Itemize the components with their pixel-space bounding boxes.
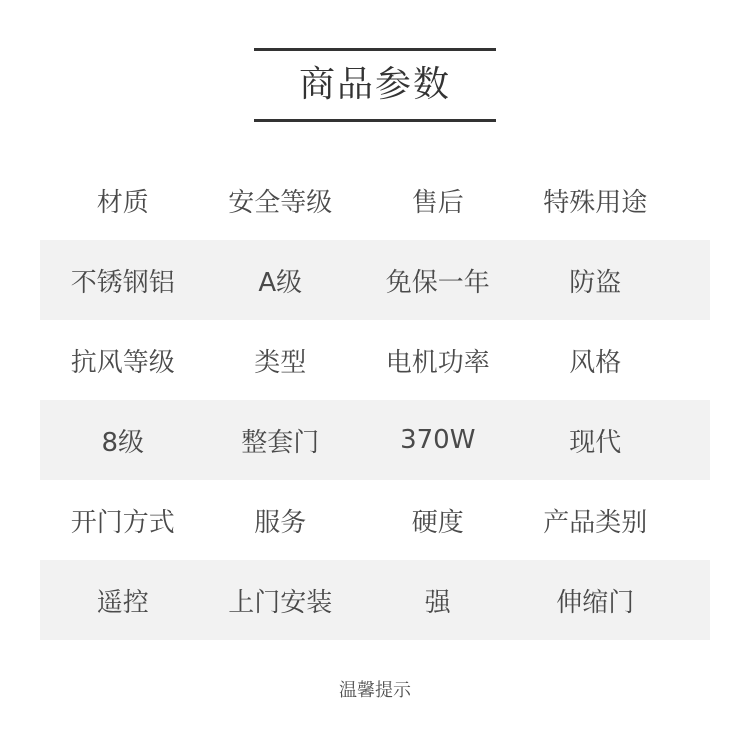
title-bottom-rule	[254, 119, 496, 122]
param-label-cell: 硬度	[411, 507, 464, 538]
param-value-cell: 8级	[101, 427, 145, 458]
param-value-cell: 不锈钢铝	[70, 267, 175, 298]
param-value-cell: 强	[424, 587, 451, 618]
param-value-cell: 伸缩门	[556, 587, 635, 618]
param-label-cell: 安全等级	[228, 187, 333, 218]
table-row-labels-3	[40, 480, 710, 560]
param-value-cell: 上门安装	[228, 587, 333, 618]
param-label-cell: 特殊用途	[543, 187, 648, 218]
param-label-cell: 风格	[569, 347, 622, 378]
param-value-cell: A级	[258, 267, 303, 298]
parameters-table	[0, 160, 750, 640]
table-row-values-3	[40, 560, 710, 640]
footer-note: 温馨提示	[339, 680, 411, 701]
table-row-values-1	[40, 240, 710, 320]
param-value-cell: 370W	[400, 425, 476, 455]
param-value-cell: 遥控	[96, 587, 149, 618]
title-section	[254, 0, 496, 122]
param-label-cell: 抗风等级	[70, 347, 175, 378]
param-label-cell: 电机功率	[385, 347, 490, 378]
param-value-cell: 现代	[569, 427, 622, 458]
param-label-cell: 服务	[254, 507, 307, 538]
param-value-cell: 整套门	[241, 427, 320, 458]
page-title: 商品参数	[298, 64, 451, 105]
table-row-labels-2	[40, 320, 710, 400]
table-row-labels-1	[40, 160, 710, 240]
param-value-cell: 免保一年	[385, 267, 490, 298]
param-label-cell: 开门方式	[70, 507, 175, 538]
param-label-cell: 售后	[411, 187, 464, 218]
param-label-cell: 产品类别	[543, 507, 648, 538]
param-label-cell: 材质	[96, 187, 149, 218]
table-row-values-2	[40, 400, 710, 480]
param-value-cell: 防盗	[569, 267, 622, 298]
param-label-cell: 类型	[254, 347, 307, 378]
